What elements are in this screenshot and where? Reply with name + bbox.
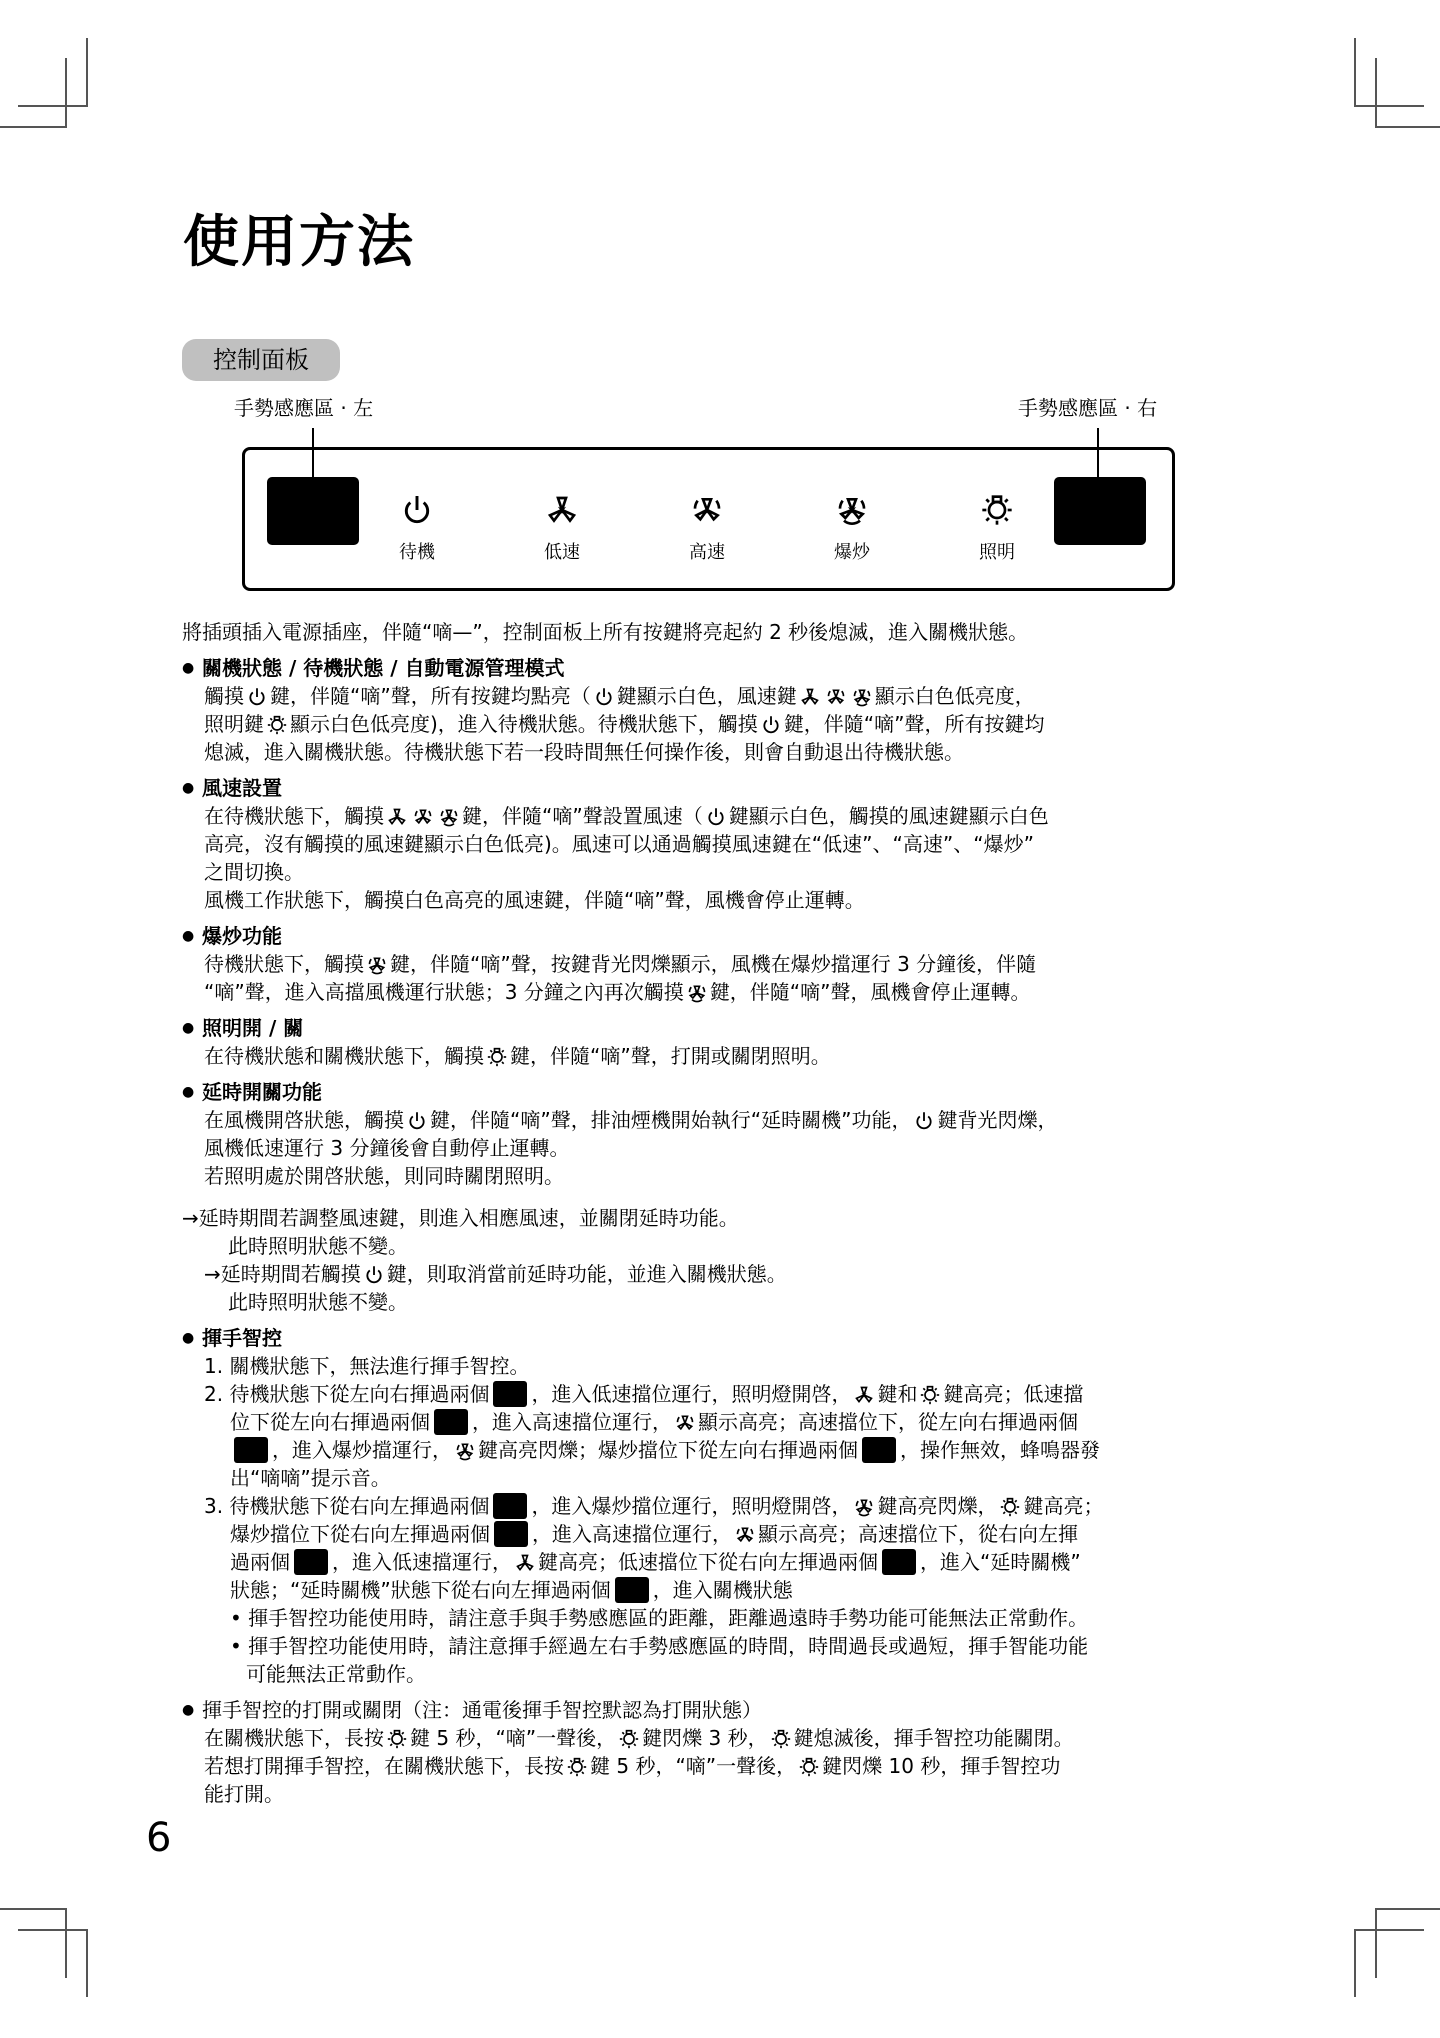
paragraph-line: 風機工作狀態下，觸摸白色高亮的風速鍵，伴隨“嘀”聲，風機會停止運轉。 <box>204 888 865 912</box>
fan-boost-icon <box>852 687 872 707</box>
fan-high-icon <box>826 687 846 707</box>
light-icon <box>771 1729 791 1749</box>
paragraph-line: 在風機開啓狀態，觸摸 鍵，伴隨“嘀”聲，排油煙機開始執行“延時關機”功能， 鍵背光閃爍， <box>204 1108 1058 1132</box>
section-heading: ● 揮手智控 <box>182 1324 1282 1352</box>
section-heading: ● 關機狀態 / 待機狀態 / 自動電源管理模式 <box>182 654 1282 682</box>
section-pill: 控制面板 <box>182 339 340 381</box>
low-speed-key[interactable] <box>522 494 602 564</box>
numbered-item-cont: 過兩個 ，進入低速擋運行， 鍵高亮；低速擋位下從右向左揮過兩個 ，進入“延時關機” <box>230 1550 1081 1574</box>
paragraph-line: “嘀”聲，進入高擋風機運行狀態；3 分鐘之內再次觸摸 鍵，伴隨“嘀”聲，風機會停止運轉。 <box>204 980 1031 1004</box>
right-leader-line <box>1097 428 1099 504</box>
key-label: 高速 <box>689 542 725 563</box>
numbered-item-cont: 狀態；“延時關機”狀態下從右向左揮過兩個 ，進入關機狀態 <box>230 1578 793 1602</box>
fan-low-icon <box>515 1553 535 1573</box>
key-label: 待機 <box>399 542 435 563</box>
paragraph-line: 之間切換。 <box>204 860 304 884</box>
crop-mark <box>86 1929 88 1997</box>
gesture-sensor-icon <box>882 1549 916 1575</box>
crop-mark <box>1375 1908 1440 1910</box>
paragraph-line: 高亮，沒有觸摸的風速鍵顯示白色低亮)。風速可以通過觸摸風速鍵在“低速”、“高速”、“爆炒” <box>204 832 1034 856</box>
paragraph-line: 待機狀態下，觸摸 鍵，伴隨“嘀”聲，按鍵背光閃爍顯示，風機在爆炒擋運行 3 分鐘後，伴隨 <box>204 952 1037 976</box>
paragraph-line: 在待機狀態和關機狀態下，觸摸 鍵，伴隨“嘀”聲，打開或關閉照明。 <box>204 1044 831 1068</box>
power-icon <box>761 715 781 735</box>
crop-mark <box>65 1908 67 1978</box>
light-icon <box>981 494 1013 526</box>
power-icon <box>247 687 267 707</box>
light-icon <box>920 1385 940 1405</box>
key-label: 低速 <box>544 542 580 563</box>
crop-mark <box>86 38 88 106</box>
power-icon <box>407 1111 427 1131</box>
arrow-note: →延時期間若觸摸 鍵，則取消當前延時功能，並進入關機狀態。 <box>204 1262 787 1286</box>
crop-mark <box>1354 1929 1424 1931</box>
bullet-note-cont: 可能無法正常動作。 <box>246 1662 426 1686</box>
left-leader-line <box>312 428 314 504</box>
high-speed-key[interactable] <box>667 494 747 564</box>
fan-boost-icon <box>455 1441 475 1461</box>
gesture-sensor-icon <box>234 1437 268 1463</box>
paragraph-line: 在待機狀態下，觸摸 鍵，伴隨“嘀”聲設置風速（ 鍵顯示白色，觸摸的風速鍵顯示白色 <box>204 804 1049 828</box>
key-label: 照明 <box>979 542 1015 563</box>
fan-high-icon <box>691 494 723 526</box>
gesture-sensor-icon <box>434 1409 468 1435</box>
fan-boost-icon <box>854 1497 874 1517</box>
crop-mark <box>1354 105 1424 107</box>
paragraph-line: 熄滅，進入關機狀態。待機狀態下若一段時間無任何操作後，則會自動退出待機狀態。 <box>204 740 964 764</box>
gesture-sensor-icon <box>294 1549 328 1575</box>
crop-mark <box>1375 58 1377 128</box>
crop-mark <box>65 58 67 128</box>
numbered-item: 2. 待機狀態下從左向右揮過兩個 ，進入低速擋位運行，照明燈開啓， 鍵和 鍵高亮；低速擋 <box>204 1382 1084 1406</box>
fan-boost-icon <box>687 983 707 1003</box>
crop-mark <box>1375 1908 1377 1978</box>
numbered-item-cont: 出“嘀嘀”提示音。 <box>230 1466 391 1490</box>
light-icon <box>567 1757 587 1777</box>
paragraph-line: 在關機狀態下，長按 鍵 5 秒，“嘀”一聲後， 鍵閃爍 3 秒， 鍵熄滅後，揮手智控功能關閉。 <box>204 1726 1074 1750</box>
crop-mark <box>1354 1929 1356 1997</box>
power-icon <box>401 494 433 526</box>
numbered-item-cont: 位下從左向右揮過兩個 ，進入高速擋位運行， 顯示高亮；高速擋位下，從左向右揮過兩個 <box>230 1410 1078 1434</box>
arrow-note-cont: 此時照明狀態不變。 <box>228 1234 408 1258</box>
fan-low-icon <box>854 1385 874 1405</box>
fan-boost-icon <box>836 494 868 526</box>
gesture-sensor-icon <box>493 1381 527 1407</box>
fan-high-icon <box>675 1413 695 1433</box>
right-zone-label: 手勢感應區 · 右 <box>1018 396 1158 420</box>
light-icon <box>487 1047 507 1067</box>
gesture-sensor-icon <box>494 1521 528 1547</box>
numbered-item: 1. 關機狀態下，無法進行揮手智控。 <box>204 1354 530 1378</box>
crop-mark <box>0 126 66 128</box>
section-heading: ● 揮手智控的打開或關閉（注：通電後揮手智控默認為打開狀態） <box>182 1696 1282 1724</box>
fan-low-icon <box>387 807 407 827</box>
gesture-sensor-icon <box>493 1493 527 1519</box>
section-heading: ● 延時開關功能 <box>182 1078 1282 1106</box>
paragraph-line: 觸摸 鍵，伴隨“嘀”聲，所有按鍵均點亮（ 鍵顯示白色，風速鍵 顯示白色低亮度， <box>204 684 1035 708</box>
bullet-note: • 揮手智控功能使用時，請注意揮手經過左右手勢感應區的時間，時間過長或過短，揮手智能功能 <box>230 1634 1089 1658</box>
arrow-note: →延時期間若調整風速鍵，則進入相應風速，並關閉延時功能。 <box>182 1206 739 1230</box>
standby-key[interactable] <box>377 494 457 564</box>
fan-boost-icon <box>367 955 387 975</box>
intro-text: 將插頭插入電源插座，伴隨“嘀—”，控制面板上所有按鍵將亮起約 2 秒後熄滅，進入關機狀態。 <box>182 620 1029 644</box>
paragraph-line: 風機低速運行 3 分鐘後會自動停止運轉。 <box>204 1136 570 1160</box>
crop-mark <box>18 105 88 107</box>
light-icon <box>799 1757 819 1777</box>
page-title: 使用方法 <box>183 210 415 275</box>
numbered-item-cont: ，進入爆炒擋運行， 鍵高亮閃爍；爆炒擋位下從左向右揮過兩個 ，操作無效，蜂鳴器發 <box>182 1436 1282 1464</box>
power-icon <box>914 1111 934 1131</box>
gesture-sensor-icon <box>615 1577 649 1603</box>
light-icon <box>267 715 287 735</box>
light-icon <box>1000 1497 1020 1517</box>
crop-mark <box>0 1908 66 1910</box>
paragraph-line: 若照明處於開啓狀態，則同時關閉照明。 <box>204 1164 564 1188</box>
section-heading: ● 照明開 / 關 <box>182 1014 1282 1042</box>
bullet-note: • 揮手智控功能使用時，請注意手與手勢感應區的距離，距離過遠時手勢功能可能無法正常動作。 <box>230 1606 1089 1630</box>
numbered-item-cont: 爆炒擋位下從右向左揮過兩個 ，進入高速擋位運行， 顯示高亮；高速擋位下，從右向左揮 <box>230 1522 1078 1546</box>
crop-mark <box>18 1929 88 1931</box>
key-label: 爆炒 <box>834 542 870 563</box>
gesture-sensor-icon <box>862 1437 896 1463</box>
fan-low-icon <box>800 687 820 707</box>
fan-high-icon <box>413 807 433 827</box>
paragraph-line: 若想打開揮手智控，在關機狀態下，長按 鍵 5 秒，“嘀”一聲後， 鍵閃爍 10 秒，揮手智控功 <box>204 1754 1061 1778</box>
fan-low-icon <box>546 494 578 526</box>
paragraph-line: 能打開。 <box>204 1782 284 1806</box>
power-icon <box>364 1265 384 1285</box>
power-icon <box>706 807 726 827</box>
fan-high-icon <box>735 1525 755 1545</box>
fan-boost-icon <box>439 807 459 827</box>
instructions <box>182 618 1282 1808</box>
crop-mark <box>1375 126 1440 128</box>
boost-key[interactable] <box>812 494 892 564</box>
paragraph-line: 照明鍵 顯示白色低亮度)，進入待機狀態。待機狀態下，觸摸 鍵，伴隨“嘀”聲，所有按鍵均 <box>204 712 1045 736</box>
left-zone-label: 手勢感應區 · 左 <box>234 396 374 420</box>
section-heading: ● 爆炒功能 <box>182 922 1282 950</box>
light-icon <box>619 1729 639 1749</box>
section-heading: ● 風速設置 <box>182 774 1282 802</box>
right-gesture-sensor <box>1054 477 1146 545</box>
numbered-item: 3. 待機狀態下從右向左揮過兩個 ，進入爆炒擋位運行，照明燈開啓， 鍵高亮閃爍， 鍵高亮； <box>204 1494 1104 1518</box>
light-key[interactable] <box>957 494 1037 564</box>
crop-mark <box>1354 38 1356 106</box>
light-icon <box>387 1729 407 1749</box>
page-number: 6 <box>146 1815 172 1861</box>
arrow-note-cont: 此時照明狀態不變。 <box>228 1290 408 1314</box>
power-icon <box>594 687 614 707</box>
